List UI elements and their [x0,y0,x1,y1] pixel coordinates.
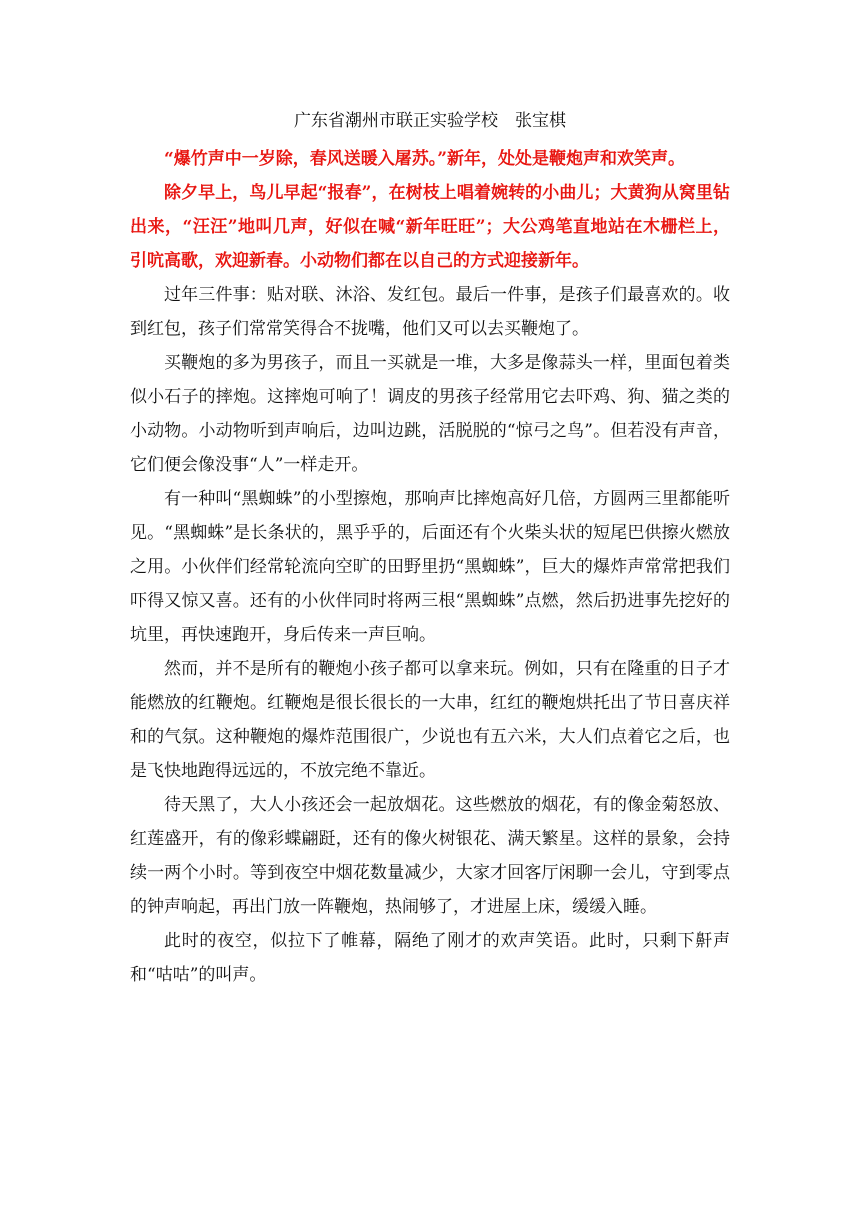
author-byline: 广东省潮州市联正实验学校 张宝棋 [294,111,566,131]
paragraph-fireworks: 待天黑了，大人小孩还会一起放烟花。这些燃放的烟花，有的像金菊怒放、红莲盛开，有的像彩蝶翩跹，还有的像火树银花、满天繁星。这样的景象，会持续一两个小时。等到夜空中烟花数量减少，大家才回客厅闲聊一会儿，守到零点的钟声响起，再出门放一阵鞭炮，热闹够了，才进屋上床，缓缓入睡。 [130,795,730,917]
paragraph-buying-firecrackers: 买鞭炮的多为男孩子，而且一买就是一堆，大多是像蒜头一样，里面包着类似小石子的摔炮。这摔炮可响了！调皮的男孩子经常用它去吓鸡、狗、猫之类的小动物。小动物听到声响后，边叫边跳，活脱脱的“惊弓之鸟”。但若没有声音，它们便会像没事“人”一样走开。 [130,353,730,475]
paragraph-new-year-morning: 除夕早上，鸟儿早起“报春”，在树枝上唱着婉转的小曲儿；大黄狗从窝里钻出来，“汪汪”地叫几声，好似在喊“新年旺旺”；大公鸡笔直地站在木栅栏上，引吭高歌，欢迎新春。小动物们都在以自己的方式迎接新年。 [130,183,730,271]
paragraph-black-spider: 有一种叫“黑蜘蛛”的小型擦炮，那响声比摔炮高好几倍，方圆两三里都能听见。“黑蜘蛛”是长条状的，黑乎乎的，后面还有个火柴头状的短尾巴供擦火燃放之用。小伙伴们经常轮流向空旷的田野里扔“黑蜘蛛”，巨大的爆炸声常常把我们吓得又惊又喜。还有的小伙伴同时将两三根“黑蜘蛛”点燃，然后扔进事先挖好的坑里，再快速跑开，身后传来一声巨响。 [130,489,730,645]
paragraph-three-things: 过年三件事：贴对联、沐浴、发红包。最后一件事，是孩子们最喜欢的。收到红包，孩子们常常笑得合不拢嘴，他们又可以去买鞭炮了。 [130,285,730,339]
paragraph-intro-quote: “爆竹声中一岁除，春风送暖入屠苏。”新年，处处是鞭炮声和欢笑声。 [164,149,686,169]
essay-body [130,142,730,992]
paragraph-red-firecrackers: 然而，并不是所有的鞭炮小孩子都可以拿来玩。例如，只有在隆重的日子才能燃放的红鞭炮。红鞭炮是很长很长的一大串，红红的鞭炮烘托出了节日喜庆祥和的气氛。这种鞭炮的爆炸范围很广，少说也有五六米，大人们点着它之后，也是飞快地跑得远远的，不放完绝不靠近。 [130,659,730,781]
paragraph-night-sky: 此时的夜空，似拉下了帷幕，隔绝了刚才的欢声笑语。此时，只剩下鼾声和“咕咕”的叫声。 [130,931,730,985]
